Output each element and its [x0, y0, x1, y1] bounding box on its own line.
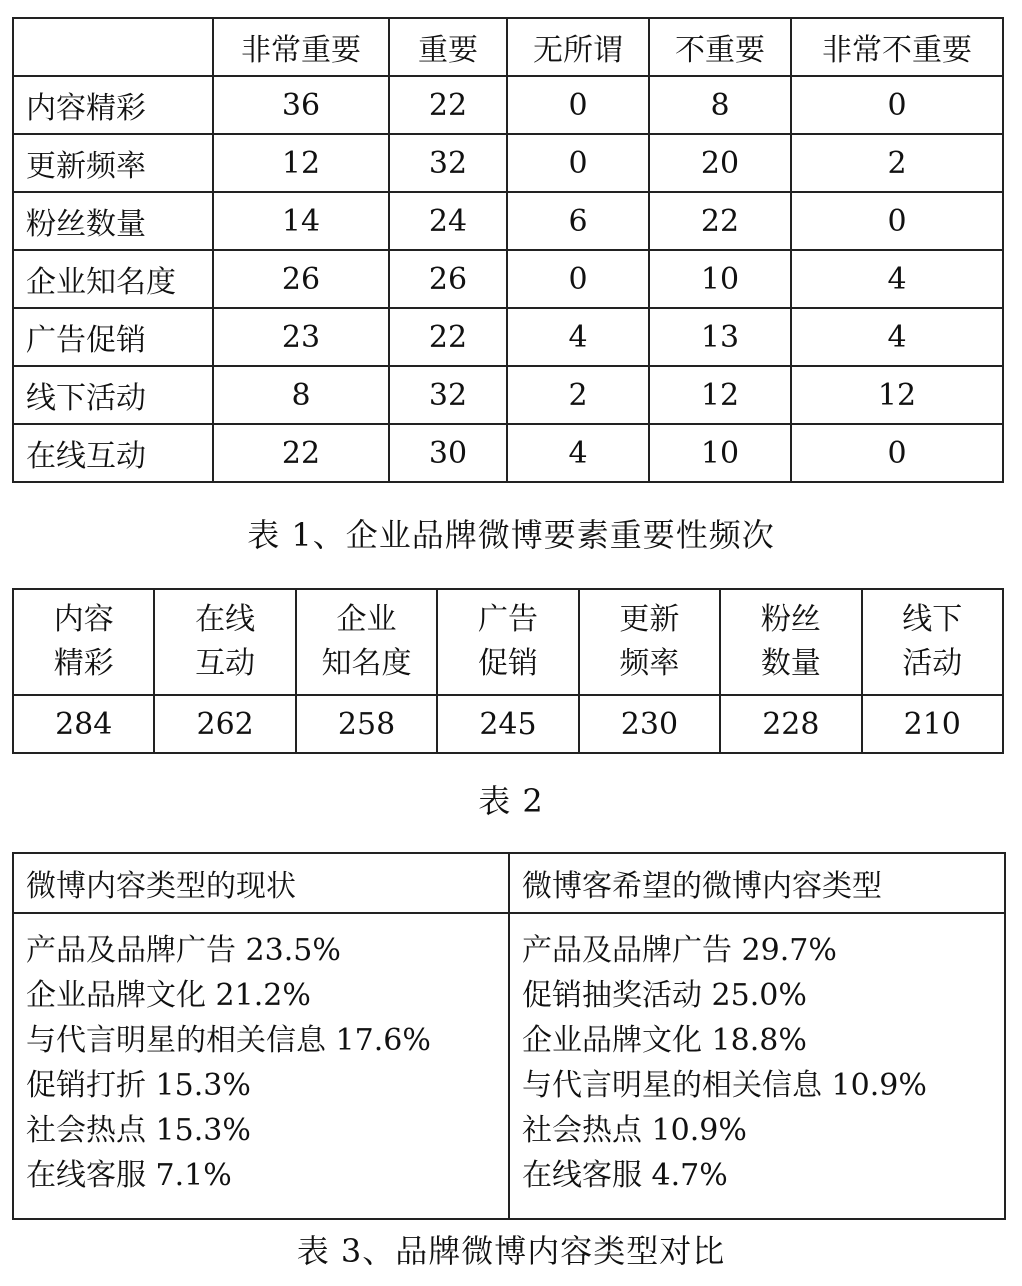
- table-row: [13, 424, 1003, 482]
- table-cell: 2: [791, 134, 1003, 192]
- table-cell: 22: [649, 192, 791, 250]
- table-cell: 12: [649, 366, 791, 424]
- table-cell: 23: [213, 308, 389, 366]
- table-cell: 22: [389, 308, 507, 366]
- header-cell: 不重要: [649, 18, 791, 76]
- table-cell: 0: [791, 76, 1003, 134]
- table-cell: 32: [389, 134, 507, 192]
- header-cell: [154, 589, 295, 695]
- table-cell: 0: [507, 134, 649, 192]
- table-cell: 0: [507, 76, 649, 134]
- list-item: 社会热点 15.3%: [26, 1113, 251, 1148]
- header-cell: 无所谓: [507, 18, 649, 76]
- row-label: 线下活动: [13, 366, 213, 424]
- table-cell: 245: [437, 695, 578, 753]
- table-cell: 20: [649, 134, 791, 192]
- table-row: [13, 192, 1003, 250]
- header-cell: [437, 589, 578, 695]
- table-cell: 262: [154, 695, 295, 753]
- header-cell: 重要: [389, 18, 507, 76]
- list-item: 产品及品牌广告 29.7%: [522, 933, 837, 968]
- current-content-list: [13, 913, 509, 1219]
- row-label: 企业知名度: [13, 250, 213, 308]
- header-line: 内容: [53, 602, 114, 637]
- table-row: [13, 134, 1003, 192]
- header-line: 频率: [619, 646, 680, 681]
- header-line: 企业: [336, 602, 397, 637]
- table-1-caption: 表 1、企业品牌微博要素重要性频次: [247, 516, 775, 554]
- header-line: 数量: [760, 646, 821, 681]
- row-label: 粉丝数量: [13, 192, 213, 250]
- table-cell: 12: [791, 366, 1003, 424]
- table-cell: 0: [791, 192, 1003, 250]
- row-label: 内容精彩: [13, 76, 213, 134]
- table-cell: 32: [389, 366, 507, 424]
- header-line: 线下: [902, 602, 963, 637]
- table-cell: 14: [213, 192, 389, 250]
- header-cell: [862, 589, 1003, 695]
- table-cell: 13: [649, 308, 791, 366]
- header-cell: [720, 589, 861, 695]
- table-cell: 4: [791, 250, 1003, 308]
- desired-content-list: [509, 913, 1005, 1219]
- header-cell: [579, 589, 720, 695]
- header-cell: [13, 589, 154, 695]
- header-cell: [296, 589, 437, 695]
- header-cell: 非常重要: [213, 18, 389, 76]
- table-row: [13, 76, 1003, 134]
- header-line: 精彩: [53, 646, 114, 681]
- header-line: 互动: [195, 646, 256, 681]
- row-label: 更新频率: [13, 134, 213, 192]
- desired-content-header: 微博客希望的微博内容类型: [509, 853, 1005, 913]
- table-cell: 258: [296, 695, 437, 753]
- table-cell: 10: [649, 424, 791, 482]
- list-item: 促销抽奖活动 25.0%: [522, 978, 807, 1013]
- table-cell: 230: [579, 695, 720, 753]
- list-item: 产品及品牌广告 23.5%: [26, 933, 341, 968]
- table-header-row: [13, 589, 1003, 695]
- table-cell: 228: [720, 695, 861, 753]
- table-cell: 12: [213, 134, 389, 192]
- table-row: [13, 308, 1003, 366]
- list-item: 企业品牌文化 18.8%: [522, 1023, 807, 1058]
- table-cell: 24: [389, 192, 507, 250]
- table-cell: 4: [791, 308, 1003, 366]
- list-item: 企业品牌文化 21.2%: [26, 978, 311, 1013]
- table-row: [13, 695, 1003, 753]
- table-cell: 26: [213, 250, 389, 308]
- table-cell: 4: [507, 424, 649, 482]
- table-cell: 22: [389, 76, 507, 134]
- importance-frequency-table: [12, 17, 1004, 483]
- table-cell: 30: [389, 424, 507, 482]
- table-cell: 4: [507, 308, 649, 366]
- list-item: 促销打折 15.3%: [26, 1068, 251, 1103]
- header-line: 粉丝: [760, 602, 821, 637]
- header-cell: [13, 18, 213, 76]
- header-line: 知名度: [321, 646, 412, 681]
- table-cell: 10: [649, 250, 791, 308]
- header-line: 促销: [477, 646, 538, 681]
- table-cell: 210: [862, 695, 1003, 753]
- importance-score-table: [12, 588, 1004, 754]
- table-cell: 6: [507, 192, 649, 250]
- table-cell: 8: [649, 76, 791, 134]
- table-header-row: [13, 18, 1003, 76]
- header-line: 广告: [477, 602, 538, 637]
- table-cell: 0: [507, 250, 649, 308]
- table-cell: 26: [389, 250, 507, 308]
- row-label: 在线互动: [13, 424, 213, 482]
- table-2-caption: 表 2: [478, 782, 544, 820]
- list-item: 与代言明星的相关信息 10.9%: [522, 1068, 927, 1103]
- table-cell: 0: [791, 424, 1003, 482]
- table-row: [13, 913, 1005, 1219]
- header-cell: 非常不重要: [791, 18, 1003, 76]
- list-item: 在线客服 7.1%: [26, 1158, 232, 1193]
- header-line: 在线: [195, 602, 256, 637]
- table-row: [13, 366, 1003, 424]
- table-cell: 8: [213, 366, 389, 424]
- table-3-caption: 表 3、品牌微博内容类型对比: [296, 1232, 726, 1270]
- header-line: 活动: [902, 646, 963, 681]
- table-cell: 2: [507, 366, 649, 424]
- list-item: 与代言明星的相关信息 17.6%: [26, 1023, 431, 1058]
- row-label: 广告促销: [13, 308, 213, 366]
- content-type-comparison-table: [12, 852, 1006, 1220]
- table-cell: 36: [213, 76, 389, 134]
- table-header-row: [13, 853, 1005, 913]
- table-row: [13, 250, 1003, 308]
- list-item: 在线客服 4.7%: [522, 1158, 728, 1193]
- table-cell: 22: [213, 424, 389, 482]
- list-item: 社会热点 10.9%: [522, 1113, 747, 1148]
- table-cell: 284: [13, 695, 154, 753]
- header-line: 更新: [619, 602, 680, 637]
- current-content-header: 微博内容类型的现状: [13, 853, 509, 913]
